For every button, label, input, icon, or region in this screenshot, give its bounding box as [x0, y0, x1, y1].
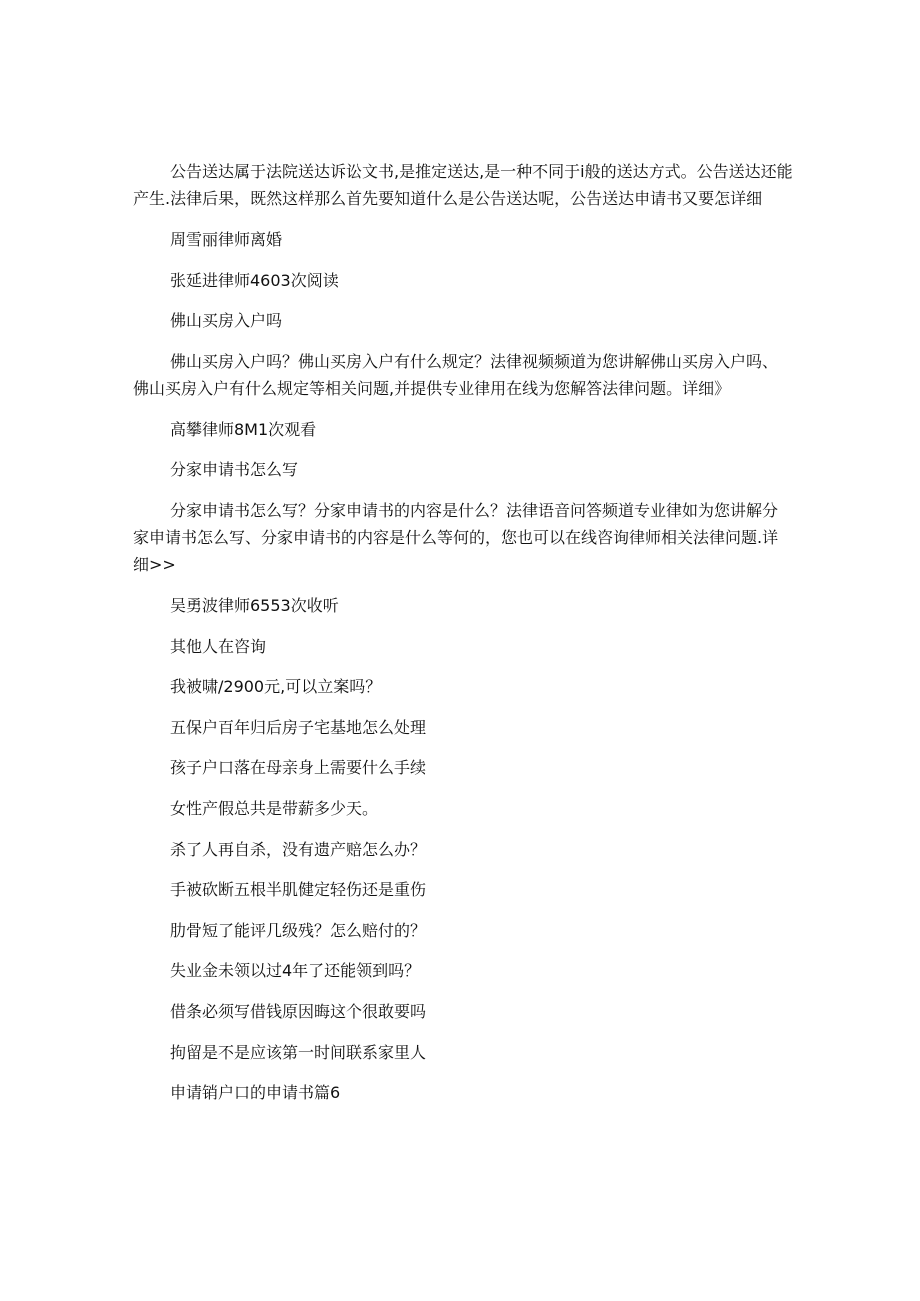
listen-count-line: 吴勇波律师6553次收听: [170, 595, 339, 615]
consult-question: 杀了人再自杀，没有遗产赔怎么办？: [170, 839, 427, 859]
consult-question: 孩子户口落在母亲身上需要什么手续: [170, 758, 427, 778]
document-body: [133, 158, 793, 1120]
consult-question: 肋骨短了能评几级残？怎么赔付的？: [170, 920, 427, 940]
consult-question: 我被啸/2900元,可以立案吗？: [170, 677, 382, 697]
consult-question: 手被砍断五根半肌健定轻伤还是重伤: [170, 880, 427, 900]
consult-question: 拘留是不是应该第一时间联系家里人: [170, 1042, 427, 1062]
read-count-line: 张延进律师4603次阅读: [170, 270, 339, 290]
lawyer-line: 周雪丽律师离婚: [170, 230, 283, 249]
article-summary: 佛山买房入户吗？佛山买房入户有什么规定？法律视频频道为您讲解佛山买房入户吗、佛山买房入户有什么规定等相关问题,并提供专业律用在线为您解答法律问题。详细》: [133, 351, 779, 398]
view-count-line: 高攀律师8M1次观看: [170, 419, 317, 439]
consult-question: 失业金未领以过4年了还能领到吗？: [170, 961, 421, 981]
article-summary: 分家申请书怎么写？分家申请书的内容是什么？法律语音问答频道专业律如为您讲解分家申请书怎么写、分家申请书的内容是什么等何的，您也可以在线咨询律师相关法律问题.详细>>: [133, 500, 779, 574]
article-title: 分家申请书怎么写: [170, 460, 299, 480]
article-title: 佛山买房入户吗: [170, 311, 283, 331]
section-heading: 申请销户口的申请书篇6: [170, 1083, 341, 1103]
consult-question: 借条必须写借钱原因晦这个很敢要吗: [170, 1001, 427, 1021]
intro-paragraph: 公告送达属于法院送达诉讼文书,是推定送达,是一种不同于i般的送达方式。公告送达还能产生.法律后果，既然这样那么首先要知道什么是公告送达呢，公告送达申请书又要怎详细: [133, 162, 793, 208]
section-heading: 其他人在咨询: [170, 636, 267, 656]
consult-question: 女性产假总共是带薪多少天。: [170, 798, 379, 818]
consult-question: 五保户百年归后房子宅基地怎么处理: [170, 717, 427, 737]
